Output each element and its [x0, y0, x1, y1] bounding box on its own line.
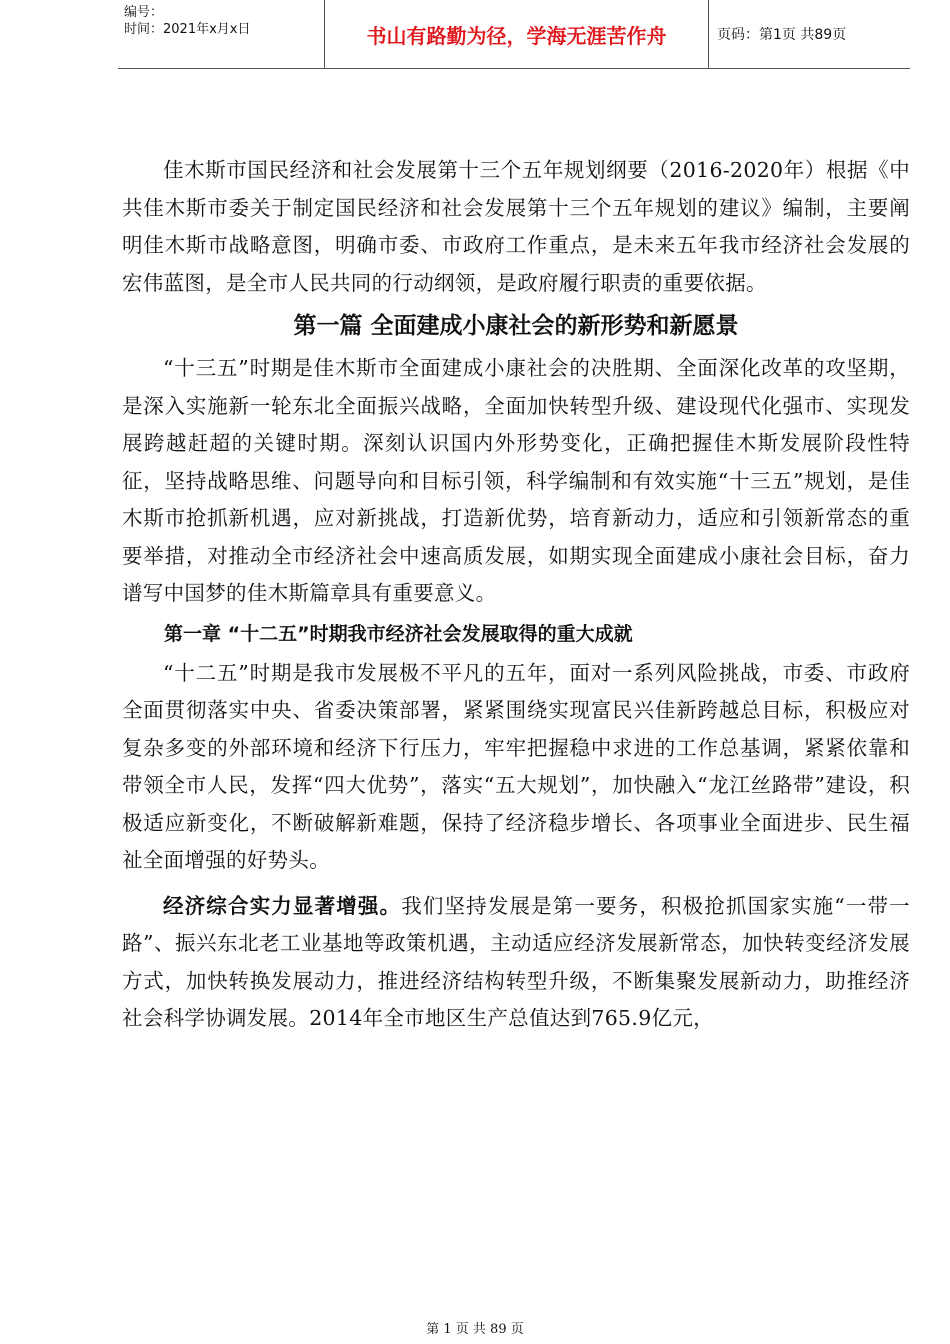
page-header: [118, 0, 910, 69]
chapter-title: 第一章 “十二五”时期我市经济社会发展取得的重大成就: [164, 622, 633, 645]
economy-text: 我们坚持发展是第一要务，积极抢抓国家实施“一带一路”、振兴东北老工业基地等政策机遇，主动适应经济发展新常态，加快转变经济发展方式，加快转换发展动力，推进经济结构转型升级，不断集聚发展新动力，助推经济社会科学协调发展。2014年全市地区生产总值达到765.9亿元，: [122, 893, 910, 1030]
economy-lead: 经济综合实力显著增强。: [163, 893, 402, 918]
document-time-label: 时间：2021年x月x日: [124, 22, 251, 37]
document-number-label: 编号：: [124, 5, 164, 20]
part-paragraph: “十三五”时期是佳木斯市全面建成小康社会的决胜期、全面深化改革的攻坚期，是深入实施新一轮东北全面振兴战略，全面加快转型升级、建设现代化强市、实现发展跨越赶超的关键时期。深刻认识国内外形势变化，正确把握佳木斯发展阶段性特征，坚持战略思维、问题导向和目标引领，科学编制和有效实施“十三五”规划，是佳木斯市抢抓新机遇，应对新挑战，打造新优势，培育新动力，适应和引领新常态的重要举措，对推动全市经济社会中速高质发展，如期实现全面建成小康社会目标，奋力谱写中国梦的佳木斯篇章具有重要意义。: [122, 356, 910, 605]
part-title: 第一篇 全面建成小康社会的新形势和新愿景: [293, 313, 739, 339]
header-page-info: 页码：第1页 共89页: [717, 27, 847, 43]
document-body: [122, 152, 910, 1038]
header-meta: [118, 0, 325, 68]
header-motto: 书山有路勤为径，学海无涯苦作舟: [325, 0, 709, 68]
economy-paragraph: [122, 888, 910, 1038]
chapter-paragraph: “十二五”时期是我市发展极不平凡的五年，面对一系列风险挑战，市委、市政府全面贯彻落实中央、省委决策部署，紧紧围绕实现富民兴佳新跨越总目标，积极应对复杂多变的外部环境和经济下行压力，牢牢把握稳中求进的工作总基调，紧紧依靠和带领全市人民，发挥“四大优势”，落实“五大规划”，加快融入“龙江丝路带”建设，积极适应新变化，不断破解新难题，保持了经济稳步增长、各项事业全面进步、民生福祉全面增强的好势头。: [122, 660, 910, 872]
page-footer: 第 1 页 共 89 页: [426, 1322, 524, 1337]
intro-paragraph: 佳木斯市国民经济和社会发展第十三个五年规划纲要（2016-2020年）根据《中共佳木斯市委关于制定国民经济和社会发展第十三个五年规划的建议》编制，主要阐明佳木斯市战略意图，明确市委、市政府工作重点，是未来五年我市经济社会发展的宏伟蓝图，是全市人民共同的行动纲领，是政府履行职责的重要依据。: [122, 158, 910, 295]
